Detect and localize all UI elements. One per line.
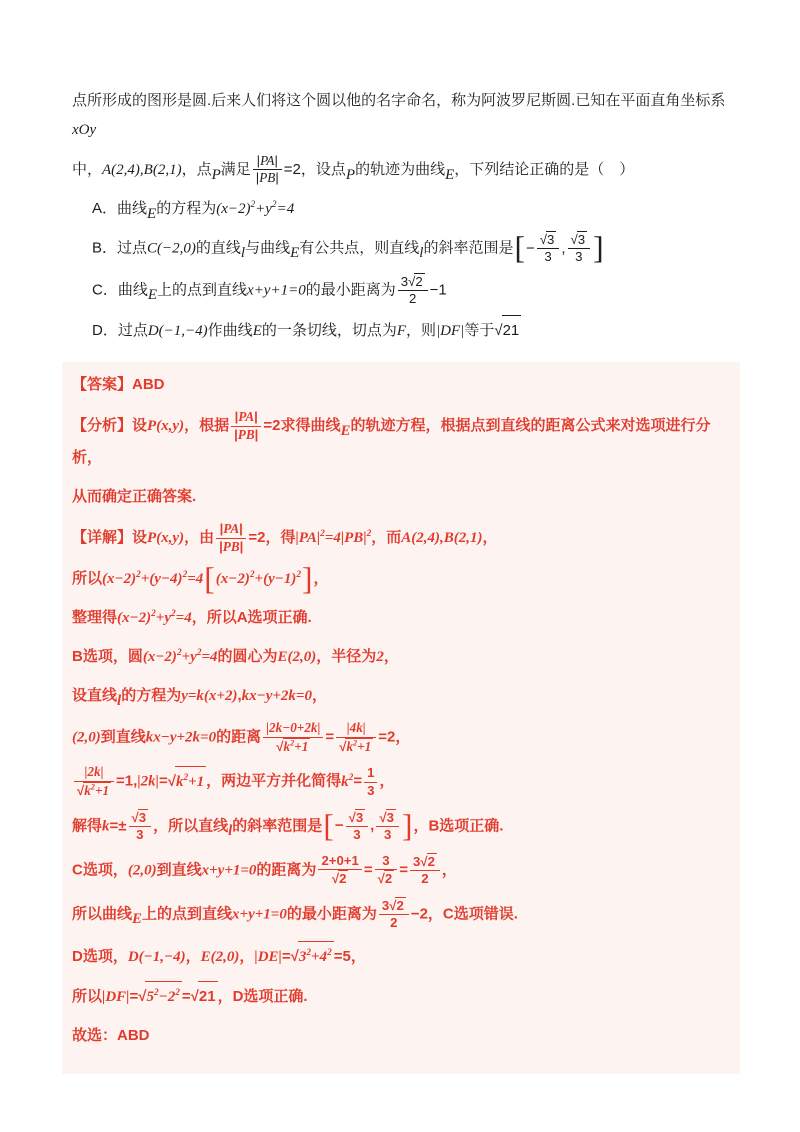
problem-statement: [72, 86, 730, 346]
solution-line: 设直线l的方程为y=k(x+2),kx−y+2k=0，: [72, 687, 327, 710]
solution-line: 解得k=± $\frac{√3}{3}$ ，所以直线l的斜率范围是 [ − $\frac{√3}{3}$ , $\frac{√3}{3}$ ] ，B选项正确.: [72, 808, 504, 844]
solution-line: $\frac{|2k|}{√k^2+1}$ $=1,|2k|=√k^2+1$ ，两边平方并化简得$k^2=$ $\frac{1}{3}$ ，: [72, 764, 730, 799]
solution-line: 所以$|DF|=√5^2-2^2 =√21$ ，D选项正确.: [72, 981, 730, 1012]
problem-line: 点所形成的图形是圆.后来人们将这个圆以他的名字命名，称为阿波罗尼斯圆.已知在平面直角坐标系xOy: [72, 92, 726, 139]
solution-line: (2,0)到直线kx−y+2k=0的距离 $\frac{|2k-0+2k|}{√k^2+1}$ = $\frac{|4k|}{√k^2+1}$ =2，: [72, 720, 411, 754]
analysis-line: 从而确定正确答案.: [72, 488, 197, 505]
analysis-line: 【分析】设P(x,y)，根据 $\frac{|PA|}{|PB|}$ =2求得曲线E的轨迹方程，根据点到直线的距离公式来对选项进行分析，: [72, 409, 711, 466]
solution-block: [62, 362, 740, 1074]
solution-line: 所以$(x-2)^2+(y-4)^2=4$ [ $(x-2)^2+(y-1)^2$ ] ，: [72, 560, 329, 596]
option-b: B．过点C(−2,0)的直线l与曲线E有公共点，则直线l的斜率范围是 [ − $\frac{√3}{3}$ , $\frac{√3}{3}$ ]: [92, 230, 604, 266]
conclusion-line: 故选：ABD: [72, 1026, 150, 1044]
option-a: A．曲线E的方程为$(x-2)^2+y^2=4$: [92, 199, 295, 222]
solution-line: 整理得$(x-2)^2+y^2=4$，所以A选项正确.: [72, 609, 312, 627]
solution-line: B选项，圆$(x-2)^2+y^2=4$的圆心为E(2,0)，半径为2，: [72, 648, 399, 666]
solution-line: 所以曲线E上的点到直线x+y+1=0的最小距离为 $\frac{3√2}{2}$ −2，C选项错误.: [72, 897, 518, 931]
option-c: C．曲线E上的点到直线x+y+1=0的最小距离为 $\frac{3√2}{2}$ −1: [92, 273, 447, 307]
solution-line: C选项，(2,0)到直线x+y+1=0的距离为 $\frac{2+0+1}{√2}$ = $\frac{3}{√2}$ = $\frac{3√2}{2}$ ，: [72, 852, 457, 887]
problem-line: 中，A(2,4),B(2,1)，点P满足 $\frac{|PA|}{|PB|}$ =2，设点P的轨迹为曲线E，下列结论正确的是（ ）: [72, 152, 635, 185]
solution-line: 【详解】设P(x,y)，由 $\frac{|PA|}{|PB|}$ =2，得$|PA|^2=4|PB|^2$，而A(2,4),B(2,1)，: [72, 521, 498, 554]
solution-line: D选项，D(−1,−4)，E(2,0)，$|DE|=√3^2+4^2 =5$，: [72, 941, 730, 972]
answer-line: 【答案】ABD: [72, 376, 165, 393]
option-d: D．过点D(−1,−4)作曲线E的一条切线，切点为F，则|DF|等于√21: [72, 315, 730, 346]
